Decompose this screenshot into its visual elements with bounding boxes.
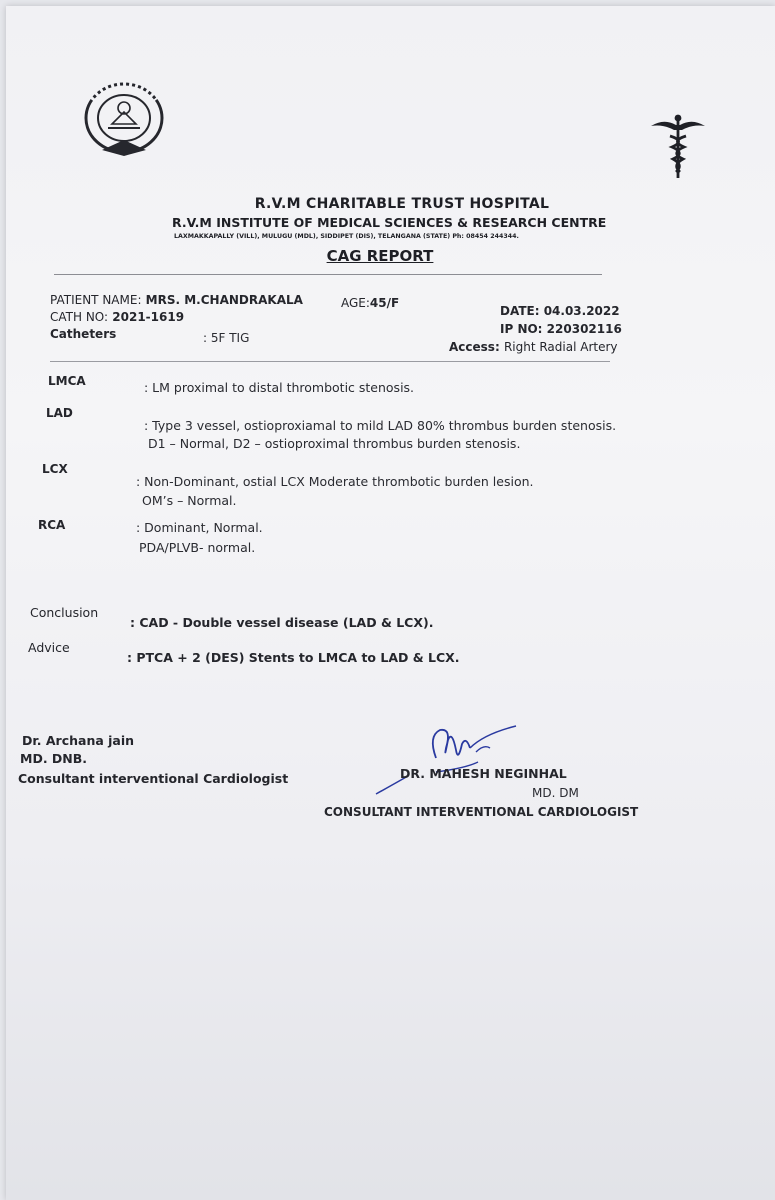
- right-doctor-degree: MD. DM: [532, 786, 579, 800]
- ip-value: 220302116: [546, 322, 622, 336]
- finding-label-rca: RCA: [38, 518, 66, 532]
- left-doctor-name: Dr. Archana jain: [22, 733, 135, 748]
- ip-label: IP NO:: [500, 322, 543, 336]
- finding-text-lad-1: : Type 3 vessel, ostioproxiamal to mild LAD 80% thrombus burden stenosis.: [144, 418, 617, 433]
- cath-value: 2021-1619: [112, 310, 185, 324]
- hospital-seal-logo: [78, 78, 170, 160]
- finding-text-lmca: : LM proximal to distal thrombotic stenosis.: [144, 380, 415, 395]
- finding-text-lcx-2: OM’s – Normal.: [142, 493, 237, 508]
- finding-text-rca-1: : Dominant, Normal.: [136, 520, 263, 535]
- catheters-label: Catheters: [50, 327, 117, 341]
- date-value: 04.03.2022: [543, 304, 620, 318]
- report-page: [6, 6, 775, 1200]
- patient-name-value: MRS. M.CHANDRAKALA: [145, 293, 303, 307]
- hospital-address: LAXMAKKAPALLY (VILL), MULUGU (MDL), SIDDIPET (DIS), TELANGANA (STATE) Ph: 08454 244344.: [174, 233, 519, 240]
- age-value: 45/F: [369, 296, 400, 310]
- finding-text-rca-2: PDA/PLVB- normal.: [139, 540, 256, 555]
- access-row: [449, 340, 618, 354]
- age-row: [341, 296, 399, 310]
- patient-name-row: [50, 293, 303, 307]
- finding-label-lmca: LMCA: [48, 374, 86, 388]
- finding-text-lad-2: D1 – Normal, D2 – ostioproximal thrombus burden stenosis.: [148, 436, 521, 451]
- caduceus-icon: [648, 114, 708, 180]
- cath-row: [50, 310, 184, 324]
- access-value: Right Radial Artery: [503, 340, 618, 354]
- access-label: Access:: [449, 340, 500, 354]
- date-label: DATE:: [500, 304, 540, 318]
- left-doctor-title: Consultant interventional Cardiologist: [18, 771, 289, 786]
- catheters-value: : 5F TIG: [203, 331, 250, 345]
- finding-label-lcx: LCX: [42, 462, 68, 476]
- institute-name: R.V.M INSTITUTE OF MEDICAL SCIENCES & RESEARCH CENTRE: [172, 215, 607, 230]
- report-title: CAG REPORT: [326, 247, 434, 265]
- conclusion-value: : CAD - Double vessel disease (LAD & LCX).: [130, 615, 434, 630]
- finding-text-lcx-1: : Non-Dominant, ostial LCX Moderate thrombotic burden lesion.: [136, 474, 534, 489]
- advice-value: : PTCA + 2 (DES) Stents to LMCA to LAD & LCX.: [127, 650, 460, 665]
- patient-name-label: PATIENT NAME:: [50, 293, 142, 307]
- date-row: [500, 304, 620, 318]
- ip-row: [500, 322, 622, 336]
- finding-label-lad: LAD: [46, 406, 73, 420]
- cath-label: CATH NO:: [50, 310, 109, 324]
- hospital-name: R.V.M CHARITABLE TRUST HOSPITAL: [254, 196, 550, 212]
- age-label: AGE:: [341, 296, 370, 310]
- advice-label: Advice: [28, 640, 70, 655]
- header-divider: [54, 274, 602, 275]
- patient-divider: [50, 361, 610, 362]
- right-doctor-title: CONSULTANT INTERVENTIONAL CARDIOLOGIST: [324, 805, 639, 819]
- left-doctor-degree: MD. DNB.: [20, 751, 88, 766]
- right-doctor-name: DR. MAHESH NEGINHAL: [400, 766, 567, 781]
- conclusion-label: Conclusion: [30, 605, 99, 620]
- doctor-signature: [366, 718, 536, 798]
